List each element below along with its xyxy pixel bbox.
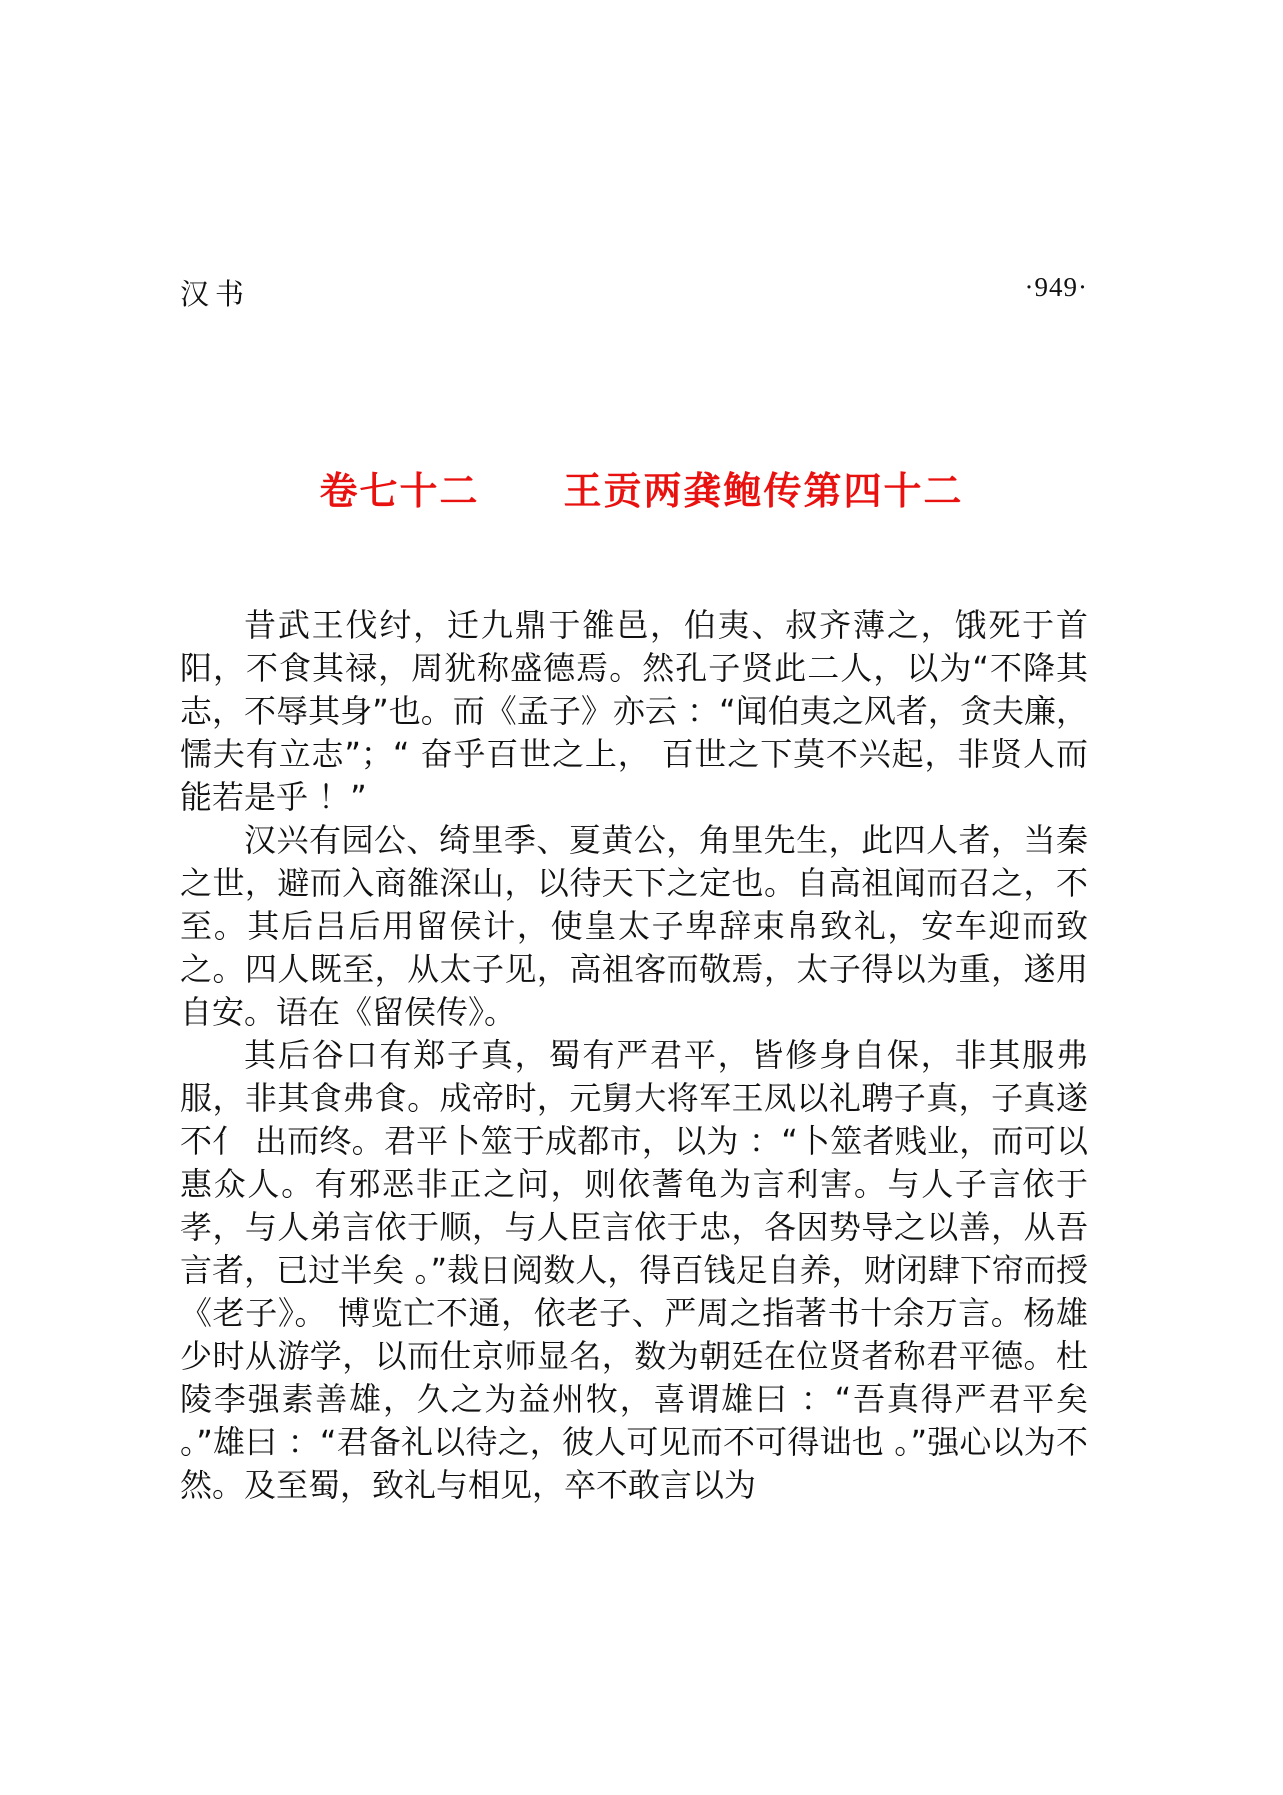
page-number: ·949·	[1024, 272, 1088, 302]
running-header	[180, 272, 1088, 312]
paragraph: 汉兴有园公、绮里季、夏黄公，角里先生，此四人者，当秦之世，避而入商雒深山，以待天下之定也。自高祖闻而召之，不至。其后吕后用留侯计，使皇太子卑辞束帛致礼，安车迎而致之。四人既至，从太子见，高祖客而敬焉，太子得以为重，遂用自安。语在《留侯传》。	[180, 821, 1088, 1031]
paragraph: 其后谷口有郑子真，蜀有严君平，皆修身自保，非其服弗服，非其食弗食。成帝时，元舅大将军王凤以礼聘子真，子真遂不亻 出而终。君平卜筮于成都市，以为 ：“卜筮者贱业，而可以惠众人。有邪恶非正之问，则依蓍龟为言利害。与人子言依于孝，与人弟言依于顺，与人臣言依于忠，各因势导之以善，从吾言者，已过半矣 。”裁日阅数人，得百钱足自养，财闭肆下帘而授《老子》。 博览亡不通，依老子、严周之指著书十余万言。杨雄少时从游学，以而仕京师显名，数为朝廷在位贤者称君平德。杜陵李强素善雄，久之为益州牧，喜谓雄曰 ：“吾真得严君平矣 。”雄曰 ：“君备礼以待之，彼人可见而不可得诎也 。”强心以为不然。及至蜀，致礼与相见，卒不敢言以为	[180, 1036, 1088, 1504]
chapter-heading	[0, 460, 1283, 515]
chapter-title: 王贡两龚鲍传第四十二	[563, 469, 964, 513]
chapter-volume: 卷七十二	[319, 469, 480, 513]
body-text	[180, 604, 1088, 1507]
book-title: 汉书	[180, 277, 251, 311]
paragraph: 昔武王伐纣，迁九鼎于雒邑，伯夷、叔齐薄之，饿死于首阳，不食其禄，周犹称盛德焉。然孔子贤此二人，以为“不降其志，不辱其身”也。而《孟子》亦云 ：“闻伯夷之风者，贪夫廉，懦夫有立志”；“ 奋乎百世之上， 百世之下莫不兴起，非贤人而能若是乎 ！”	[180, 606, 1088, 816]
